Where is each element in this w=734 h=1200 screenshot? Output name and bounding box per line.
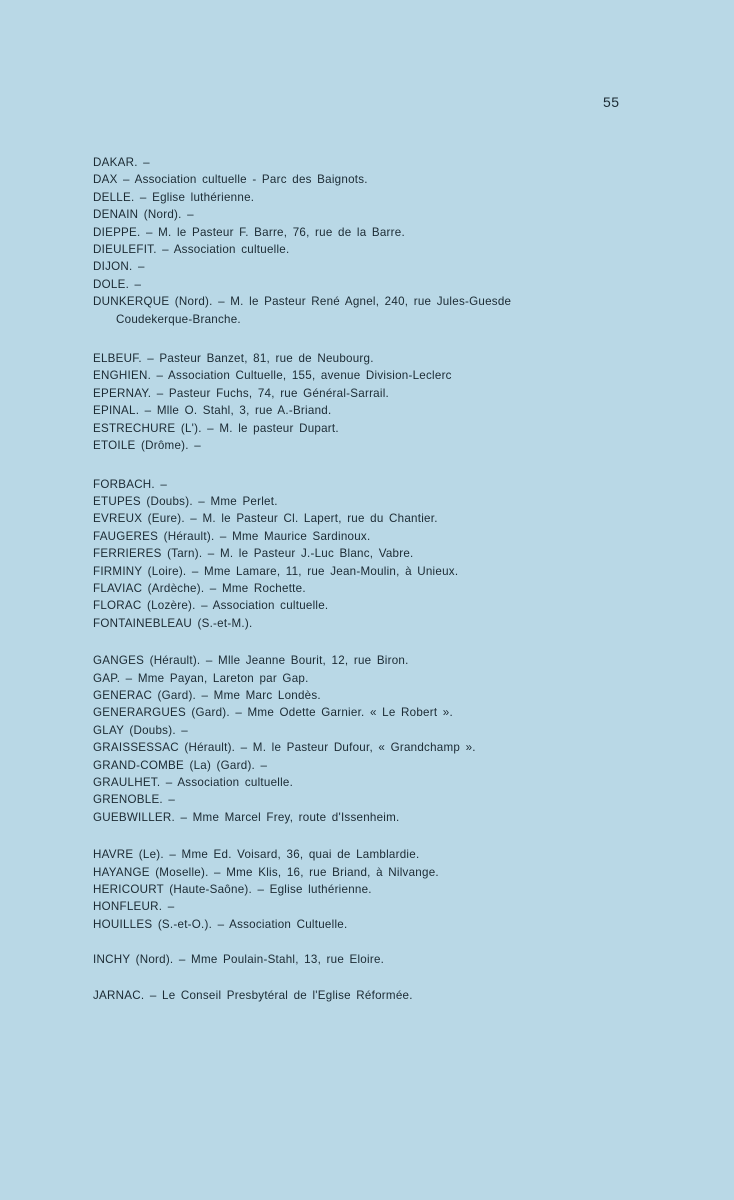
entry-epernay: EPERNAY. – Pasteur Fuchs, 74, rue Général-Sarrail. <box>93 386 390 400</box>
entry-dax: DAX – Association cultuelle - Parc des Baignots. <box>93 173 368 187</box>
entry-denain: DENAIN (Nord). – <box>93 208 194 222</box>
entry-dakar: DAKAR. – <box>93 156 150 169</box>
entry-faugeres: FAUGERES (Hérault). – Mme Maurice Sardinoux. <box>93 529 371 543</box>
entry-epinal: EPINAL. – Mlle O. Stahl, 3, rue A.-Briand. <box>93 404 332 418</box>
entry-elbeuf: ELBEUF. – Pasteur Banzet, 81, rue de Neubourg. <box>93 352 374 366</box>
entry-firminy: FIRMINY (Loire). – Mme Lamare, 11, rue Jean-Moulin, à Unieux. <box>93 564 459 578</box>
entry-inchy: INCHY (Nord). – Mme Poulain-Stahl, 13, rue Eloire. <box>93 953 385 967</box>
entry-group-d <box>93 154 653 328</box>
page-number: 55 <box>603 94 620 110</box>
entry-generac: GENERAC (Gard). – Mme Marc Londès. <box>93 688 321 702</box>
entry-dunkerque-continued: Coudekerque-Branche. <box>116 312 241 326</box>
entry-group-f <box>93 476 653 633</box>
directory-entries <box>93 154 653 1023</box>
entry-dijon: DIJON. – <box>93 260 145 274</box>
entry-forbach: FORBACH. – <box>93 477 168 491</box>
entry-guebwiller: GUEBWILLER. – Mme Marcel Frey, route d'Issenheim. <box>93 810 400 824</box>
entry-group-h <box>93 846 653 933</box>
entry-gap: GAP. – Mme Payan, Lareton par Gap. <box>93 671 309 685</box>
entry-estrechure: ESTRECHURE (L'). – M. le pasteur Dupart. <box>93 421 339 435</box>
entry-evreux: EVREUX (Eure). – M. le Pasteur Cl. Lapert, rue du Chantier. <box>93 512 438 526</box>
entry-havre: HAVRE (Le). – Mme Ed. Voisard, 36, quai de Lamblardie. <box>93 848 420 862</box>
entry-graissessac: GRAISSESSAC (Hérault). – M. le Pasteur Dufour, « Grandchamp ». <box>93 741 476 755</box>
entry-group-i <box>93 951 653 968</box>
entry-dunkerque: DUNKERQUE (Nord). – M. le Pasteur René Agnel, 240, rue Jules-Guesde <box>93 295 512 309</box>
entry-group-j <box>93 987 653 1004</box>
entry-etoile: ETOILE (Drôme). – <box>93 439 201 453</box>
entry-group-g <box>93 652 653 826</box>
entry-delle: DELLE. – Eglise luthérienne. <box>93 190 255 204</box>
entry-houilles: HOUILLES (S.-et-O.). – Association Cultuelle. <box>93 917 348 931</box>
entry-dieppe: DIEPPE. – M. le Pasteur F. Barre, 76, rue de la Barre. <box>93 225 405 239</box>
entry-etupes: ETUPES (Doubs). – Mme Perlet. <box>93 494 278 508</box>
entry-dole: DOLE. – <box>93 277 142 291</box>
entry-honfleur: HONFLEUR. – <box>93 900 175 914</box>
entry-hayange: HAYANGE (Moselle). – Mme Klis, 16, rue Briand, à Nilvange. <box>93 865 439 879</box>
entry-hericourt: HERICOURT (Haute-Saône). – Eglise luthérienne. <box>93 883 372 897</box>
entry-enghien: ENGHIEN. – Association Cultuelle, 155, avenue Division-Leclerc <box>93 369 452 383</box>
entry-glay: GLAY (Doubs). – <box>93 723 188 737</box>
entry-flaviac: FLAVIAC (Ardèche). – Mme Rochette. <box>93 581 306 595</box>
entry-generargues: GENERARGUES (Gard). – Mme Odette Garnier. « Le Robert ». <box>93 706 453 720</box>
entry-dieulefit: DIEULEFIT. – Association cultuelle. <box>93 243 290 257</box>
entry-grand-combe: GRAND-COMBE (La) (Gard). – <box>93 758 268 772</box>
entry-group-e <box>93 350 653 454</box>
entry-graulhet: GRAULHET. – Association cultuelle. <box>93 776 294 789</box>
entry-ferrieres: FERRIERES (Tarn). – M. le Pasteur J.-Luc Blanc, Vabre. <box>93 547 414 561</box>
entry-grenoble: GRENOBLE. – <box>93 793 176 807</box>
entry-ganges: GANGES (Hérault). – Mlle Jeanne Bourit, 12, rue Biron. <box>93 654 409 668</box>
entry-jarnac: JARNAC. – Le Conseil Presbytéral de l'Eglise Réformée. <box>93 988 413 1002</box>
entry-fontainebleau: FONTAINEBLEAU (S.-et-M.). <box>93 616 253 630</box>
entry-florac: FLORAC (Lozère). – Association cultuelle. <box>93 599 329 613</box>
